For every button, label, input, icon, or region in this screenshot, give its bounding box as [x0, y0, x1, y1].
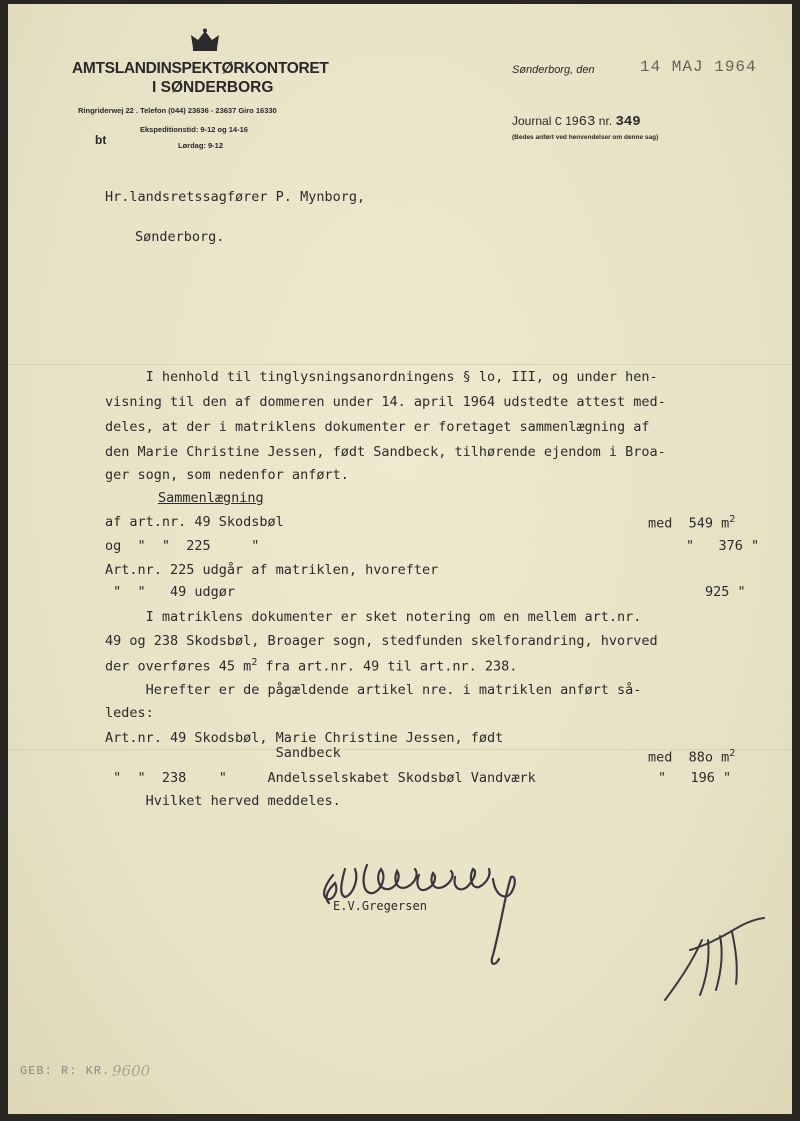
body-line: I henhold til tinglysningsanordningens § lo, III, og under hen- — [105, 369, 658, 385]
journal-number: 349 — [615, 114, 641, 130]
journal-line — [512, 114, 641, 130]
body-line: ger sogn, som nedenfor anført. — [105, 467, 349, 483]
merge-row: Art.nr. 225 udgår af matriklen, hvorefter — [105, 562, 439, 578]
parcel-row: " " 238 " Andelsselskabet Skodsbøl Vandværk — [105, 770, 536, 786]
recipient-city: Sønderborg. — [135, 229, 225, 245]
body-line: deles, at der i matriklens dokumenter er foretaget sammenlægning af — [105, 419, 650, 435]
merge-row: og " " 225 " — [105, 538, 260, 554]
date-place: Sønderborg, den — [512, 64, 595, 76]
merge-row: " " 49 udgør — [105, 584, 236, 600]
office-hours-saturday: Lørdag: 9-12 — [178, 141, 224, 150]
journal-letter: C — [554, 115, 562, 129]
office-name: AMTSLANDINSPEKTØRKONTORET — [72, 60, 329, 77]
typed-signatory-name: E.V.Gregersen — [333, 899, 427, 913]
merge-row-area: med 549 $m^2$ — [648, 514, 736, 532]
archive-stamp: GEB: R: KR. — [20, 1064, 111, 1078]
clerk-initials: bt — [95, 133, 107, 147]
closing-line: Hvilket herved meddeles. — [105, 793, 341, 809]
handwritten-initials — [660, 910, 770, 1005]
body-line: I matriklens dokumenter er sket notering om en mellem art.nr. — [105, 609, 642, 625]
office-address: Ringriderwej 22 . Telefon (044) 23636 - 23637 Giro 16330 — [78, 106, 277, 115]
date-stamp: 14 MAJ 1964 — [640, 58, 757, 76]
body-line: Herefter er de pågældende artikel nre. i matriklen anført så- — [105, 682, 642, 698]
journal-year-suffix: 63 — [578, 114, 596, 130]
journal-note: (Bedes anført ved henvendelser om denne sag) — [512, 134, 659, 141]
body-line: visning til den af dommeren under 14. april 1964 udstedte attest med- — [105, 394, 666, 410]
merge-row-area: 925 " — [705, 584, 746, 600]
fold-line — [8, 364, 792, 365]
pencil-annotation: 9600 — [112, 1062, 151, 1080]
parcel-row: Art.nr. 49 Skodsbøl, Marie Christine Jessen, født — [105, 730, 504, 746]
office-hours: Ekspeditionstid: 9-12 og 14-16 — [140, 125, 248, 134]
parcel-row-area: " 196 " — [658, 770, 732, 786]
body-line: 49 og 238 Skodsbøl, Broager sogn, stedfunden skelforandring, hvorved — [105, 633, 658, 649]
body-line: ledes: — [105, 705, 154, 721]
merge-row-area: " 376 " — [686, 538, 760, 554]
merge-row: af art.nr. 49 Skodsbøl — [105, 514, 284, 530]
section-heading: Sammenlægning — [158, 490, 264, 506]
body-line: den Marie Christine Jessen, født Sandbeck, tilhørende ejendom i Broa- — [105, 444, 666, 460]
journal-label: Journal — [512, 114, 552, 128]
parcel-row-area: med 88o $m^2$ — [648, 748, 736, 766]
journal-year-prefix: 19 — [565, 114, 579, 128]
parcel-row-continued: Sandbeck — [105, 745, 341, 761]
recipient-name: Hr.landsretssagfører P. Mynborg, — [105, 189, 366, 205]
office-city: I SØNDERBORG — [152, 79, 274, 96]
journal-nr-label: nr. — [598, 114, 613, 128]
crown-icon — [190, 28, 220, 52]
body-line: der overføres 45 $m^2$ fra art.nr. 49 til art.nr. 238. — [105, 657, 518, 675]
